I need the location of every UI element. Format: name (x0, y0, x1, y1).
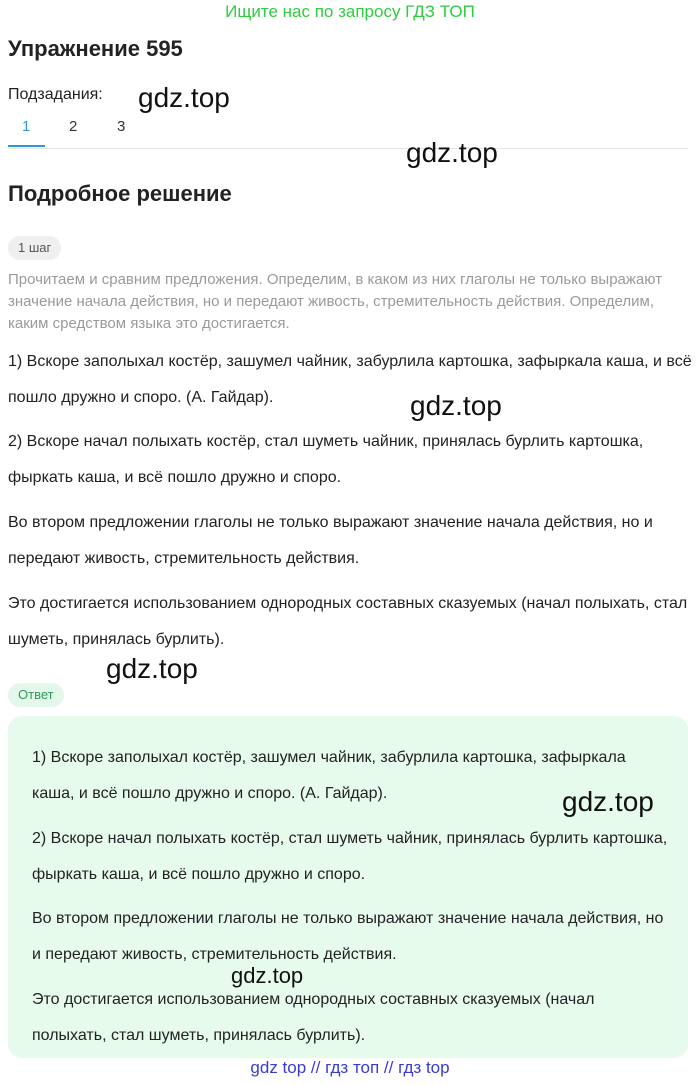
step-badge: 1 шаг (8, 236, 61, 260)
answer-box (8, 716, 688, 1058)
subtask-tabs (8, 118, 688, 149)
subtask-tab-2[interactable]: 2 (69, 118, 78, 135)
solution-paragraph-2: 2) Вскоре начал полыхать костёр, стал шуметь чайник, принялась бурлить картошка, фыркать каша, и всё пошло дружно и споро. (8, 433, 644, 486)
watermark: gdz.top (231, 963, 304, 988)
answer-paragraph-3: Во втором предложении глаголы не только выражают значение начала действия, но и передают живость, стремительность действия. (32, 910, 664, 963)
solution-paragraph-4: Это достигается использованием однородных составных сказуемых (начал полыхать, стал шуметь, принялась бурлить). (8, 595, 688, 648)
solution-paragraph-1: 1) Вскоре заполыхал костёр, зашумел чайник, забурлила картошка, зафыркала каша, и всё пошло дружно и споро. (А. Гайдар). (8, 353, 692, 406)
watermark: gdz.top (562, 786, 654, 817)
subtasks-label: Подзадания: (8, 86, 103, 103)
search-banner: Ищите нас по запросу ГДЗ ТОП (225, 2, 475, 21)
solution-intro: Прочитаем и сравним предложения. Определим, в каком из них глаголы не только выражают значение начала действия, но и передают живость, стремительность действия. Определим, каким средством языка это достигается. (8, 271, 663, 332)
watermark: gdz.top (406, 137, 498, 168)
answer-paragraph-4: Это достигается использованием однородных составных сказуемых (начал полыхать, стал шуметь, принялась бурлить). (32, 991, 595, 1044)
answer-badge: Ответ (8, 683, 64, 707)
subtask-tab-1[interactable]: 1 (22, 118, 31, 135)
active-tab-indicator (8, 145, 45, 147)
solution-paragraph-3: Во втором предложении глаголы не только выражают значение начала действия, но и передают живость, стремительность действия. (8, 514, 653, 567)
watermark: gdz.top (106, 653, 198, 684)
solution-title: Подробное решение (8, 181, 232, 206)
answer-paragraph-2: 2) Вскоре начал полыхать костёр, стал шуметь чайник, принялась бурлить картошка, фыркать каша, и всё пошло дружно и споро. (32, 830, 668, 883)
watermark: gdz.top (138, 82, 230, 113)
footer-links: gdz top // гдз топ // гдз top (250, 1058, 450, 1077)
watermark: gdz.top (410, 390, 502, 421)
subtask-tab-3[interactable]: 3 (117, 118, 126, 135)
answer-paragraph-1: 1) Вскоре заполыхал костёр, зашумел чайник, забурлила картошка, зафыркала каша, и всё пошло дружно и споро. (А. Гайдар). (32, 749, 626, 802)
page-title: Упражнение 595 (8, 36, 183, 61)
